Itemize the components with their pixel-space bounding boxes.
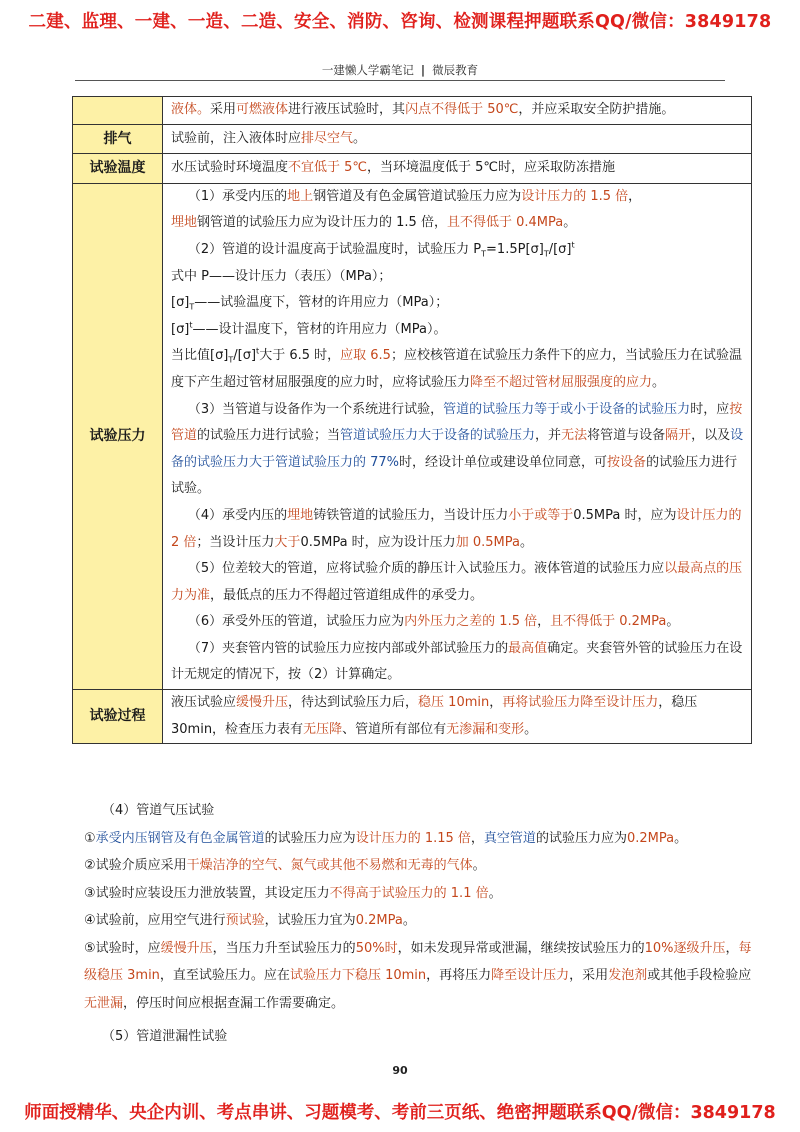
liquid-test-table (72, 96, 752, 744)
paragraph: （1）承受内压的地上钢管道及有色金属管道试验压力应为设计压力的 1.5 倍， 埋地钢管道的试验压力应为设计压力的 1.5 倍，且不得低于 0.4MPa。 (171, 188, 642, 231)
table-row (73, 124, 752, 154)
paragraph: $[\sigma]_T——$试验温度下，管材的许用应力（MPa）； (171, 295, 449, 312)
text-span: 进行液压试验时，其 (288, 102, 406, 117)
header-rule (75, 80, 725, 81)
row-content (163, 97, 752, 125)
row-content (163, 154, 752, 184)
header-separator: | (420, 63, 426, 77)
row-content (163, 124, 752, 154)
header-brand: 微辰教育 (432, 63, 479, 77)
paragraph: （6）承受外压的管道，试验压力应为内外压力之差的 1.5 倍，且不得低于 0.2MPa。 (187, 614, 680, 630)
row-label (73, 97, 163, 125)
row-label: 排气 (73, 124, 163, 154)
paragraph: （5）位差较大的管道，应将试验介质的静压计入试验压力。液体管道的试验压力应以最高点的压力为准，最低点的压力不得超过管道组成件的承受力。 (171, 561, 743, 603)
section-title: （4）管道气压试验 (102, 803, 215, 818)
text-span: 可燃液体 (236, 102, 289, 117)
paragraph: 式中 P——设计压力（表压）（MPa）； (171, 268, 392, 284)
page-header (0, 62, 800, 78)
row-label: 试验温度 (73, 154, 163, 184)
header-title: 一建懒人学霸笔记 (321, 63, 414, 77)
list-item: ⑤试验时，应缓慢升压，当压力升至试验压力的50%时，如未发现异常或泄漏，继续按试验压力的10%逐级升压，每级稳压 3min，直至试验压力。应在试验压力下稳压 10min，再将压力降至设计压力，采用发泡剂或其他手段检验应无泄漏，停压时间应根据查漏工作需要确定。 (84, 940, 752, 1011)
text-span: 不宜低于 5℃ (288, 160, 368, 176)
list-item: ④试验前，应用空气进行预试验，试验压力宜为0.2MPa。 (84, 913, 416, 928)
table-row (73, 690, 752, 744)
text-span: 采用 (210, 102, 237, 117)
text-span: 排尽空气 (301, 130, 354, 146)
section-title: （5）管道泄漏性试验 (102, 1029, 228, 1044)
page-number: 90 (392, 1064, 408, 1077)
text-span: ，当环境温度低于 5℃时，应采取防冻措施 (367, 160, 616, 176)
paragraph: （7）夹套管内管的试验压力应按内部或外部试验压力的最高值确定。夹套管外管的试验压力在设计无规定的情况下，按（2）计算确定。 (171, 640, 743, 683)
row-content (163, 183, 752, 689)
text-span: ，并应采取安全防护措施。 (518, 102, 675, 117)
list-item: ②试验介质应采用干燥洁净的空气、氮气或其他不易燃和无毒的气体。 (84, 858, 486, 873)
paragraph: （4）承受内压的埋地铸铁管道的试验压力，当设计压力小于或等于0.5MPa 时，应为设计压力的 2 倍；当设计压力大于0.5MPa 时，应为设计压力加 0.5MPa。 (171, 507, 742, 550)
text-span: 。 (353, 130, 367, 146)
table-row (73, 154, 752, 184)
paragraph: 当比值$[\sigma]_T/[\sigma]^t$大于 6.5 时，应取 6.5；应校核管道在试验压力条件下的应力，当试验压力在试验温度下产生超过管材屈服强度的应力时，应将试验压力降至不超过管材屈服强度的应力。 (171, 347, 742, 390)
gas-test-section (72, 797, 752, 1051)
row-label: 试验过程 (73, 690, 163, 744)
list-item: ③试验时应装设压力泄放装置，其设定压力不得高于试验压力的 1.1 倍。 (84, 885, 502, 901)
text-span: 液体。 (171, 102, 211, 117)
text-span: 闪点不得低于 50℃ (405, 102, 519, 117)
row-label: 试验压力 (73, 183, 163, 689)
bottom-promo-banner: 师面授精华、央企内训、考点串讲、习题模考、考前三页纸、绝密押题联系QQ/微信：3849178 (24, 1103, 776, 1123)
table-row (73, 97, 752, 125)
paragraph: （2）管道的设计温度高于试验温度时，试验压力 $P_T=1.5P[\sigma]_T/[\sigma]^t$ (187, 240, 575, 259)
row-content: 液压试验应缓慢升压，待达到试验压力后，稳压 10min，再将试验压力降至设计压力，稳压 30min，检查压力表有无压降、管道所有部位有无渗漏和变形。 (163, 690, 752, 744)
text-span: 试验前，注入液体时应 (171, 130, 302, 146)
paragraph: $[\sigma]^t——$设计温度下，管材的许用应力（MPa）。 (171, 320, 447, 337)
top-promo-banner: 二建、监理、一建、一造、二造、安全、消防、咨询、检测课程押题联系QQ/微信：3849178 (28, 12, 772, 32)
text-span: 水压试验时环境温度 (171, 160, 289, 176)
paragraph: （3）当管道与设备作为一个系统进行试验，管道的试验压力等于或小于设备的试验压力时，应按管道的试验压力进行试验；当管道试验压力大于设备的试验压力，并无法将管道与设备隔开，以及设备的试验压力大于管道试验压力的 77%时，经设计单位或建设单位同意，可按设备的试验压力进行试验。 (171, 401, 744, 497)
table-row (73, 183, 752, 689)
list-item: ①承受内压钢管及有色金属管道的试验压力应为设计压力的 1.15 倍，真空管道的试验压力应为0.2MPa。 (84, 830, 688, 846)
